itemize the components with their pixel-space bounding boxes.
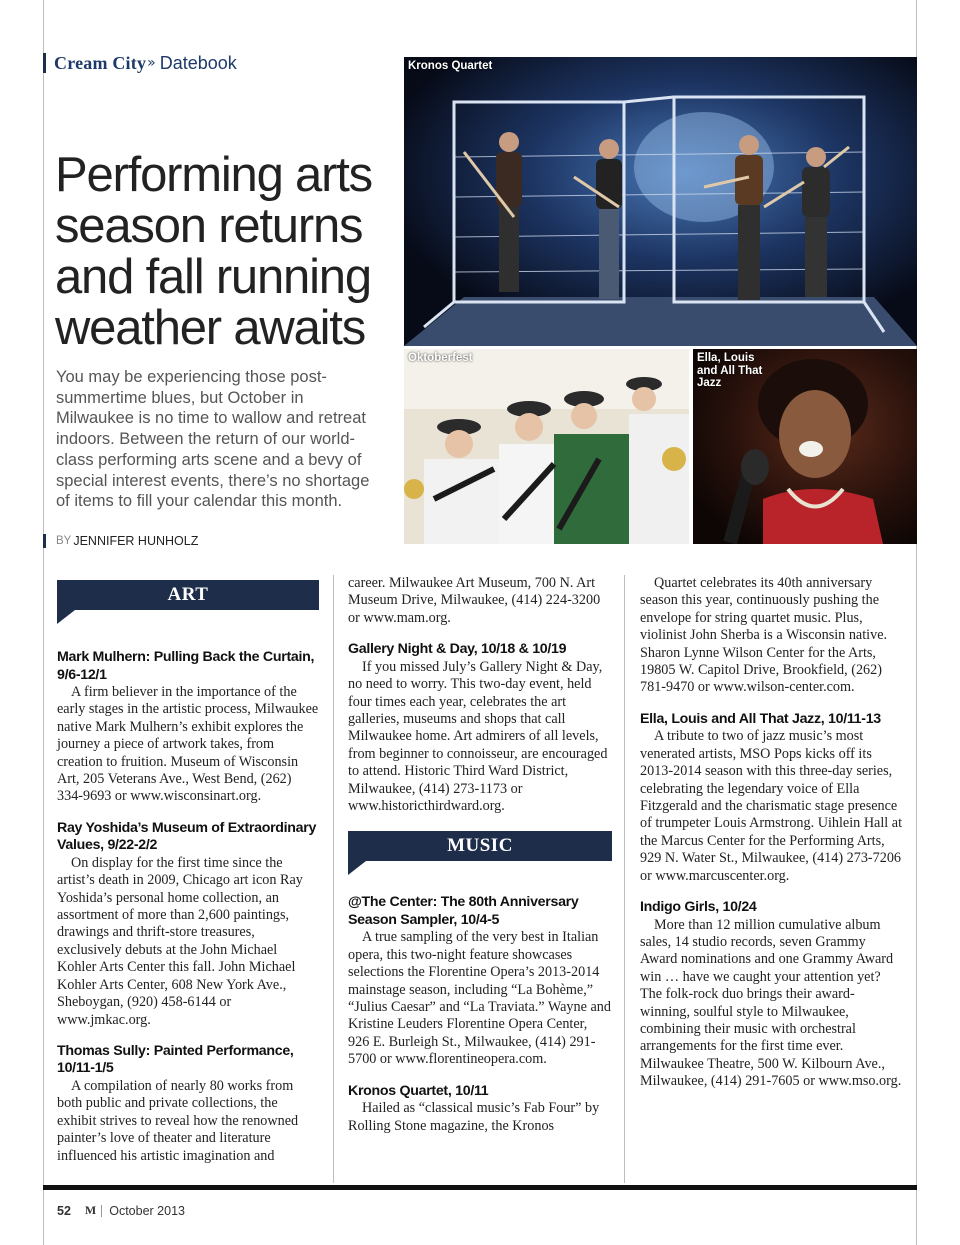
- column-1: [57, 580, 319, 1179]
- column-divider: [624, 575, 625, 1183]
- footer: [57, 1203, 185, 1218]
- event-title: Thomas Sully: Painted Performance, 10/11-1/5: [57, 1042, 294, 1077]
- event-body: Hailed as “classical music’s Fab Four” by Rolling Stone magazine, the Kronos: [348, 1100, 600, 1134]
- event-title: Ella, Louis and All That Jazz, 10/11-13: [640, 710, 881, 727]
- event-title: Mark Mulhern: Pulling Back the Curtain, 9/6-12/1: [57, 649, 315, 683]
- category-banner-music: [348, 831, 612, 875]
- column-2: [348, 575, 612, 1149]
- photo-oktoberfest: [404, 349, 689, 544]
- category-label: MUSIC: [348, 831, 612, 861]
- event-item: [57, 820, 319, 1029]
- photo-caption: Oktoberfest: [408, 352, 473, 364]
- event-item: [348, 641, 612, 815]
- footer-separator: [101, 1205, 102, 1217]
- magazine-logo: M: [84, 1203, 97, 1217]
- issue-date: October 2013: [109, 1203, 185, 1218]
- byline: [43, 533, 198, 549]
- event-item: [57, 1043, 319, 1165]
- headline: Performing arts season returns and fall running weather awaits: [55, 148, 372, 355]
- event-title: Gallery Night & Day, 10/18 & 10/19: [348, 641, 567, 658]
- event-body: If you missed July’s Gallery Night & Day, no need to worry. This two-day event, held four times each year, celebrates the art galleries, museums and shops that call Milwaukee home. Art admirers of all levels, from beginner to connoisseur, are encouraged to attend. Historic Third Ward District, Milwaukee, (414) 273-1173 or www.historicthirdward.org.: [348, 658, 608, 814]
- event-item-continued: [348, 575, 612, 627]
- category-label: ART: [57, 580, 319, 610]
- event-title: Indigo Girls, 10/24: [640, 899, 757, 915]
- column-divider: [333, 575, 334, 1183]
- section-separator: »: [147, 55, 156, 71]
- event-body: A true sampling of the very best in Italian opera, this two-night feature showcases selections the Florentine Opera’s 2013-2014 mainstage season, including “La Bohème,” “Julius Caesar” and “La Traviata.” Wayne and Kristine Leuders Florentine Opera Center, 926 E. Burleigh St., Milwaukee, (414) 291-5700 or www.florentineopera.com.: [348, 929, 611, 1068]
- event-item: [57, 649, 319, 806]
- event-body: On display for the first time since the artist’s death in 2009, Chicago art icon Ray Yoshida’s personal home collection, an assortment of more than 2,600 paintings, drawings and thrift-store treasures, exclusively debuts at the John Michael Kohler Arts Center this fall. John Michael Kohler Arts Center, 608 New York Ave., Sheboygan, (920) 458-6144 or www.jmkac.org.: [57, 854, 303, 1028]
- footer-rule: [43, 1185, 917, 1190]
- event-item-continued: [640, 575, 904, 697]
- left-margin-line: [43, 0, 44, 1245]
- event-title: Ray Yoshida’s Museum of Extraordinary Values, 9/22-2/2: [57, 819, 317, 854]
- byline-prefix: BY: [56, 535, 72, 547]
- byline-author: JENNIFER HUNHOLZ: [73, 534, 199, 548]
- event-body: A firm believer in the importance of the early stages in the artistic process, Milwaukee native Mark Mulhern’s exhibit explores the journey a piece of artwork takes, from creation to fruition. Museum of Wisconsin Art, 205 Veterans Ave., West Bend, (262) 334-9693 or www.wisconsinart.org.: [57, 684, 319, 805]
- event-body-continued: Quartet celebrates its 40th anniversary season this year, continuously pushing the envelope for string quartet music. Plus, violinist John Sherba is a Wisconsin native. Sharon Lynne Wilson Center for the Arts, 19805 W. Capitol Drive, Brookfield, (262) 781-9470 or www.wilson-center.com.: [640, 575, 888, 696]
- event-body: More than 12 million cumulative album sales, 14 studio records, seven Grammy Award nominations and one Grammy Award win … have we caught your attention yet? The folk-rock duo brings their award-winning, soulful style to Milwaukee, combining their music with orchestral arrangements for the first time ever. Milwaukee Theatre, 500 W. Kilbourn Ave., Milwaukee, (414) 291-7605 or www.mso.org.: [640, 916, 902, 1090]
- photo-ella-louis-jazz: [693, 349, 917, 544]
- section-brand: Cream City: [54, 52, 147, 73]
- event-body: A tribute to two of jazz music’s most venerated artists, MSO Pops kicks off its 2013-2014 season with this three-day series, celebrating the legendary voice of Ella Fitzgerald and the charismatic stage presence of trumpeter Louis Armstrong. Uihlein Hall at the Marcus Center for the Performing Arts, 929 N. Water St., Milwaukee, (414) 273-7206 or www.marcuscenter.org.: [640, 728, 903, 884]
- event-body-continued: career. Milwaukee Art Museum, 700 N. Art Museum Drive, Milwaukee, (414) 224-3200 or www.mam.org.: [348, 575, 601, 626]
- event-item: [348, 1083, 612, 1135]
- byline-marker: [43, 534, 46, 548]
- event-item: [640, 899, 904, 1091]
- photo-kronos-quartet: [404, 57, 917, 346]
- event-item: [640, 711, 904, 885]
- event-title: @The Center: The 80th Anniversary Season Sampler, 10/4-5: [348, 894, 579, 928]
- photo-caption: Ella, Louis and All That Jazz: [697, 352, 763, 389]
- page-number: 52: [57, 1203, 71, 1218]
- event-item: [348, 894, 612, 1068]
- event-body: A compilation of nearly 80 works from both public and private collections, the exhibit strives to reveal how the renowned painter’s love of theater and literature influenced his artistic imagination and: [57, 1077, 299, 1164]
- banner-tab: [348, 861, 366, 875]
- section-marker: [43, 53, 46, 73]
- section-title: Datebook: [159, 52, 237, 73]
- dek: You may be experiencing those post-summertime blues, but October in Milwaukee is no time to wallow and retreat indoors. Between the return of our world-class performing arts scene and a bevy of special interest events, there’s no shortage of items to fill your calendar this month.: [56, 368, 370, 511]
- banner-tab: [57, 610, 75, 624]
- event-title: Kronos Quartet, 10/11: [348, 1082, 489, 1099]
- section-header: [43, 52, 237, 74]
- category-banner-art: [57, 580, 319, 624]
- photo-caption: Kronos Quartet: [408, 60, 493, 72]
- column-3: [640, 575, 904, 1105]
